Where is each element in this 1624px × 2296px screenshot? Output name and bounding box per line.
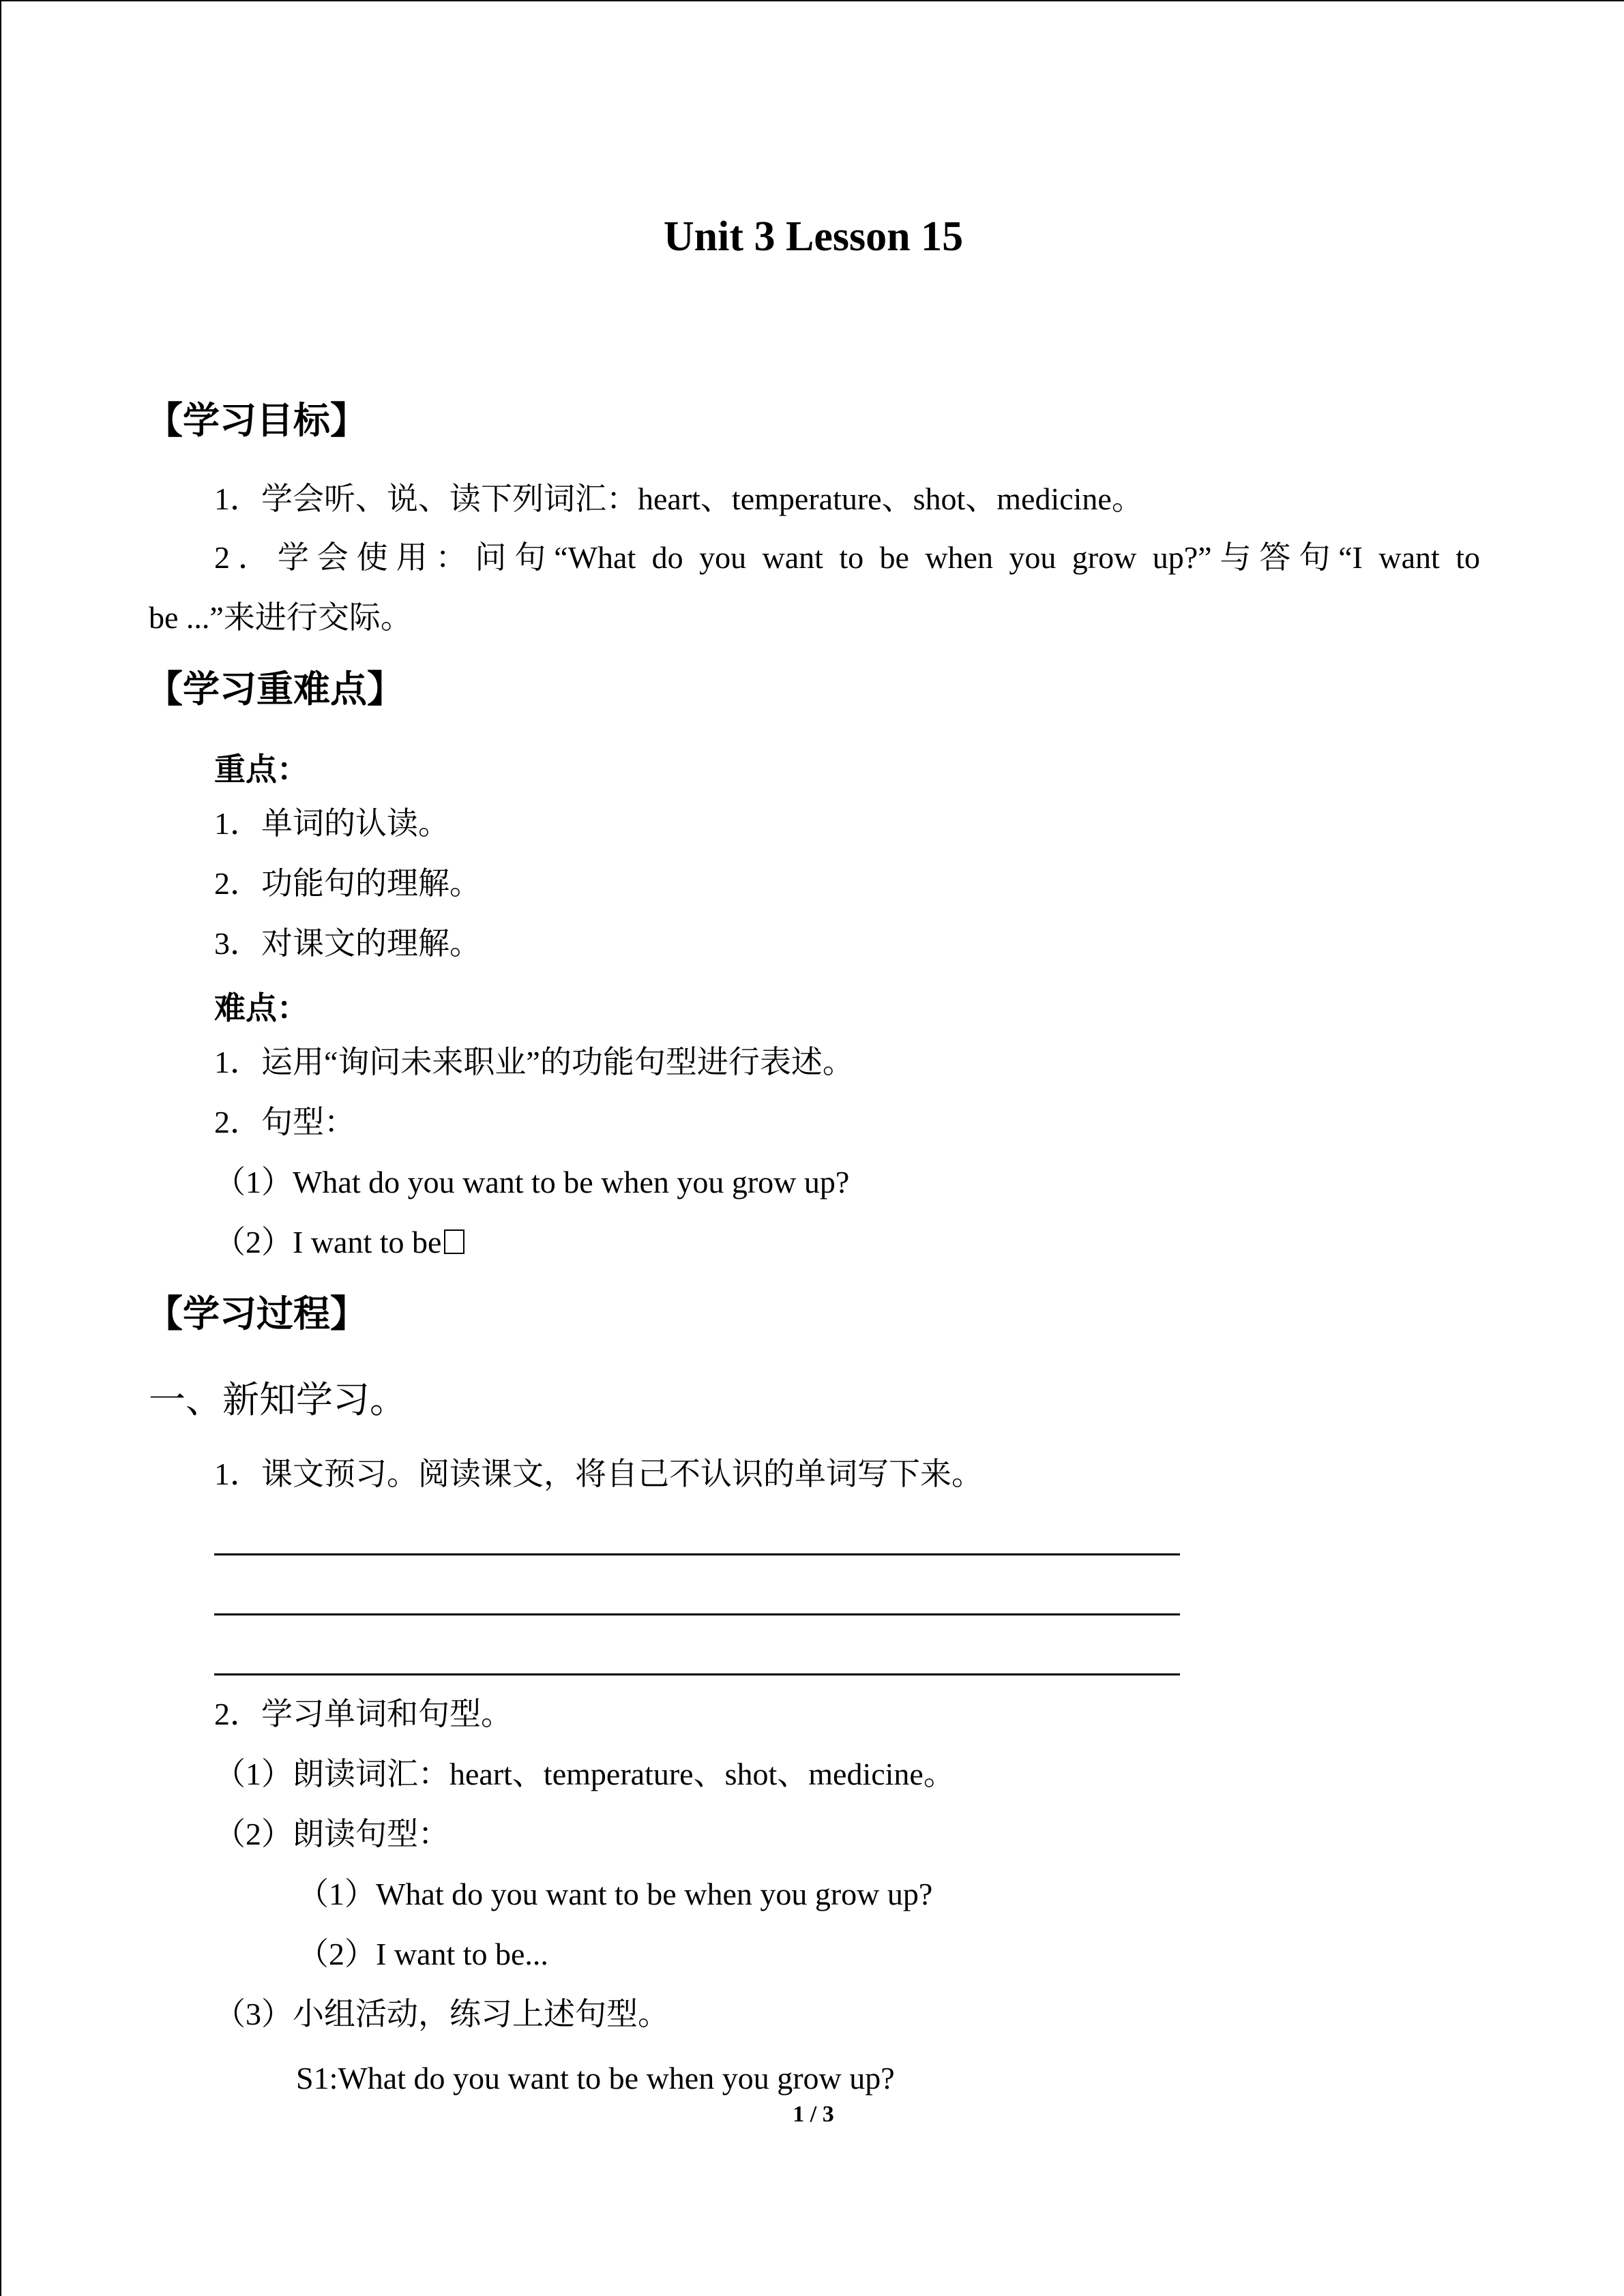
page-number: 1 / 3 <box>793 2102 834 2127</box>
step-1: 1．课文预习。阅读课文，将自己不认识的单词写下来。 <box>214 1457 983 1491</box>
difficulty-pattern-1: （1）What do you want to be when you grow up? <box>214 1165 850 1199</box>
dialogue-s1: S1:What do you want to be when you grow up? <box>296 2061 895 2096</box>
focus-item-3: 3．对课文的理解。 <box>214 926 481 961</box>
section-heading-key-points: 【学习重难点】 <box>146 669 404 710</box>
difficulty-pattern-2 <box>214 1222 464 1263</box>
step-2-b: （2）朗读句型： <box>214 1817 449 1851</box>
answer-line-1[interactable] <box>214 1553 1180 1555</box>
focus-item-1: 1．单词的认读。 <box>214 806 449 841</box>
goal-item-1: 1．学会听、说、读下列词汇：heart、temperature、shot、medicine。 <box>214 481 1143 516</box>
step-2-b-pattern-1: （1）What do you want to be when you grow up? <box>297 1877 933 1911</box>
difficulty-pattern-2-text: （2）I want to be <box>214 1225 442 1259</box>
page-title: Unit 3 Lesson 15 <box>663 213 964 260</box>
difficulty-item-2: 2．句型： <box>214 1105 355 1139</box>
missing-glyph-box-icon <box>444 1229 464 1254</box>
step-2-b-pattern-2: （2）I want to be... <box>297 1937 548 1971</box>
difficulty-item-1: 1．运用“询问未来职业”的功能句型进行表述。 <box>214 1045 854 1079</box>
section-heading-process: 【学习过程】 <box>146 1294 367 1335</box>
focus-label: 重点： <box>214 752 308 787</box>
answer-line-2[interactable] <box>214 1613 1180 1615</box>
answer-line-3[interactable] <box>214 1673 1180 1675</box>
difficulty-label: 难点： <box>214 991 308 1026</box>
section-heading-goals: 【学习目标】 <box>146 400 367 441</box>
part-1-heading: 一、新知学习。 <box>149 1380 407 1420</box>
step-2-a: （1）朗读词汇：heart、temperature、shot、medicine。 <box>214 1757 955 1791</box>
goal-item-2-line-2: be ...”来进行交际。 <box>149 600 412 635</box>
step-2: 2．学习单词和句型。 <box>214 1697 512 1731</box>
focus-item-2: 2．功能句的理解。 <box>214 866 481 901</box>
goal-item-2-line-1: 2．学会使用：问句“What do you want to be when you grow up?”与答句“I want to <box>214 540 1480 575</box>
step-2-c: （3）小组活动，练习上述句型。 <box>214 1997 669 2031</box>
